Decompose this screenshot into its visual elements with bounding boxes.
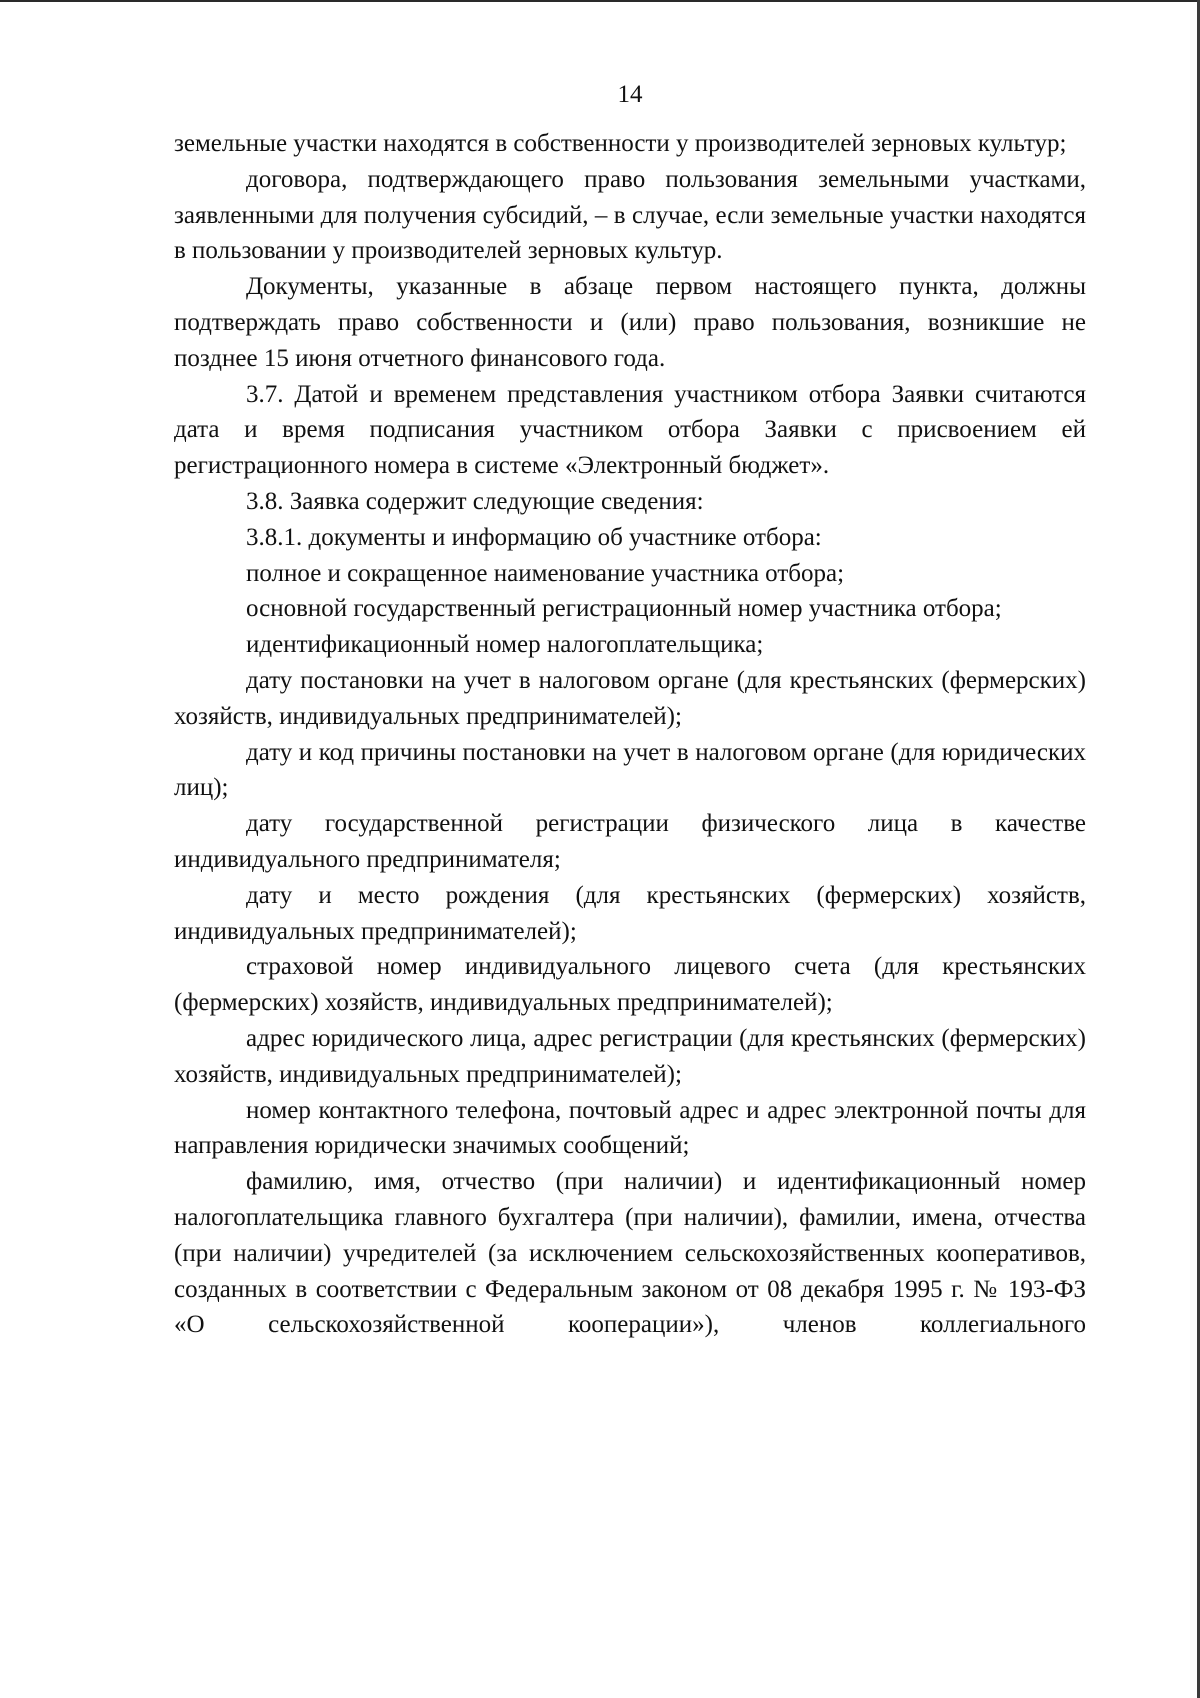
paragraph: номер контактного телефона, почтовый адрес и адрес электронной почты для направления юридически значимых сообщений;: [174, 1096, 1086, 1160]
paragraph: полное и сокращенное наименование участника отбора;: [246, 559, 845, 587]
paragraph: земельные участки находятся в собственности у производителей зерновых культур;: [174, 130, 1067, 157]
paragraph: фамилию, имя, отчество (при наличии) и идентификационный номер налогоплательщика главного бухгалтера (при наличии), фамилии, имена, отчества (при наличии) учредителей (за исключением сельскохозяйственных кооперативов, созданных в соответствии с Федеральным законом от 08 декабря 1995 г. № 193-ФЗ «О сельскохозяйственной кооперации»), членов коллегиального: [174, 1168, 1086, 1339]
paragraph: 3.8. Заявка содержит следующие сведения:: [246, 487, 704, 515]
document-body: [174, 126, 1086, 1343]
page-number: 14: [617, 81, 643, 108]
paragraph: 3.8.1. документы и информацию об участнике отбора:: [246, 523, 822, 551]
paragraph: дату и место рождения (для крестьянских (фермерских) хозяйств, индивидуальных предпринимателей);: [174, 881, 1086, 945]
paragraph: страховой номер индивидуального лицевого счета (для крестьянских (фермерских) хозяйств, индивидуальных предпринимателей);: [174, 953, 1086, 1017]
paragraph: адрес юридического лица, адрес регистрации (для крестьянских (фермерских) хозяйств, индивидуальных предпринимателей);: [174, 1024, 1086, 1088]
scan-edge-top: [0, 0, 1200, 2]
paragraph: договора, подтверждающего право пользования земельными участками, заявленными для получения субсидий, – в случае, если земельные участки находятся в пользовании у производителей зерновых культур.: [174, 165, 1086, 265]
paragraph: 3.7. Датой и временем представления участником отбора Заявки считаются дата и время подписания участником отбора Заявки с присвоением ей регистрационного номера в системе «Электронный бюджет».: [174, 380, 1086, 480]
paragraph: основной государственный регистрационный номер участника отбора;: [246, 595, 1002, 623]
paragraph: дату государственной регистрации физического лица в качестве индивидуального предпринимателя;: [174, 810, 1086, 873]
paragraph: дату постановки на учет в налоговом органе (для крестьянских (фермерских) хозяйств, индивидуальных предпринимателей);: [174, 666, 1086, 730]
paragraph: Документы, указанные в абзаце первом настоящего пункта, должны подтверждать право собственности и (или) право пользования, возникшие не позднее 15 июня отчетного финансового года.: [174, 273, 1086, 372]
paragraph: дату и код причины постановки на учет в налоговом органе (для юридических лиц);: [174, 738, 1086, 802]
paragraph: идентификационный номер налогоплательщика;: [246, 631, 764, 659]
